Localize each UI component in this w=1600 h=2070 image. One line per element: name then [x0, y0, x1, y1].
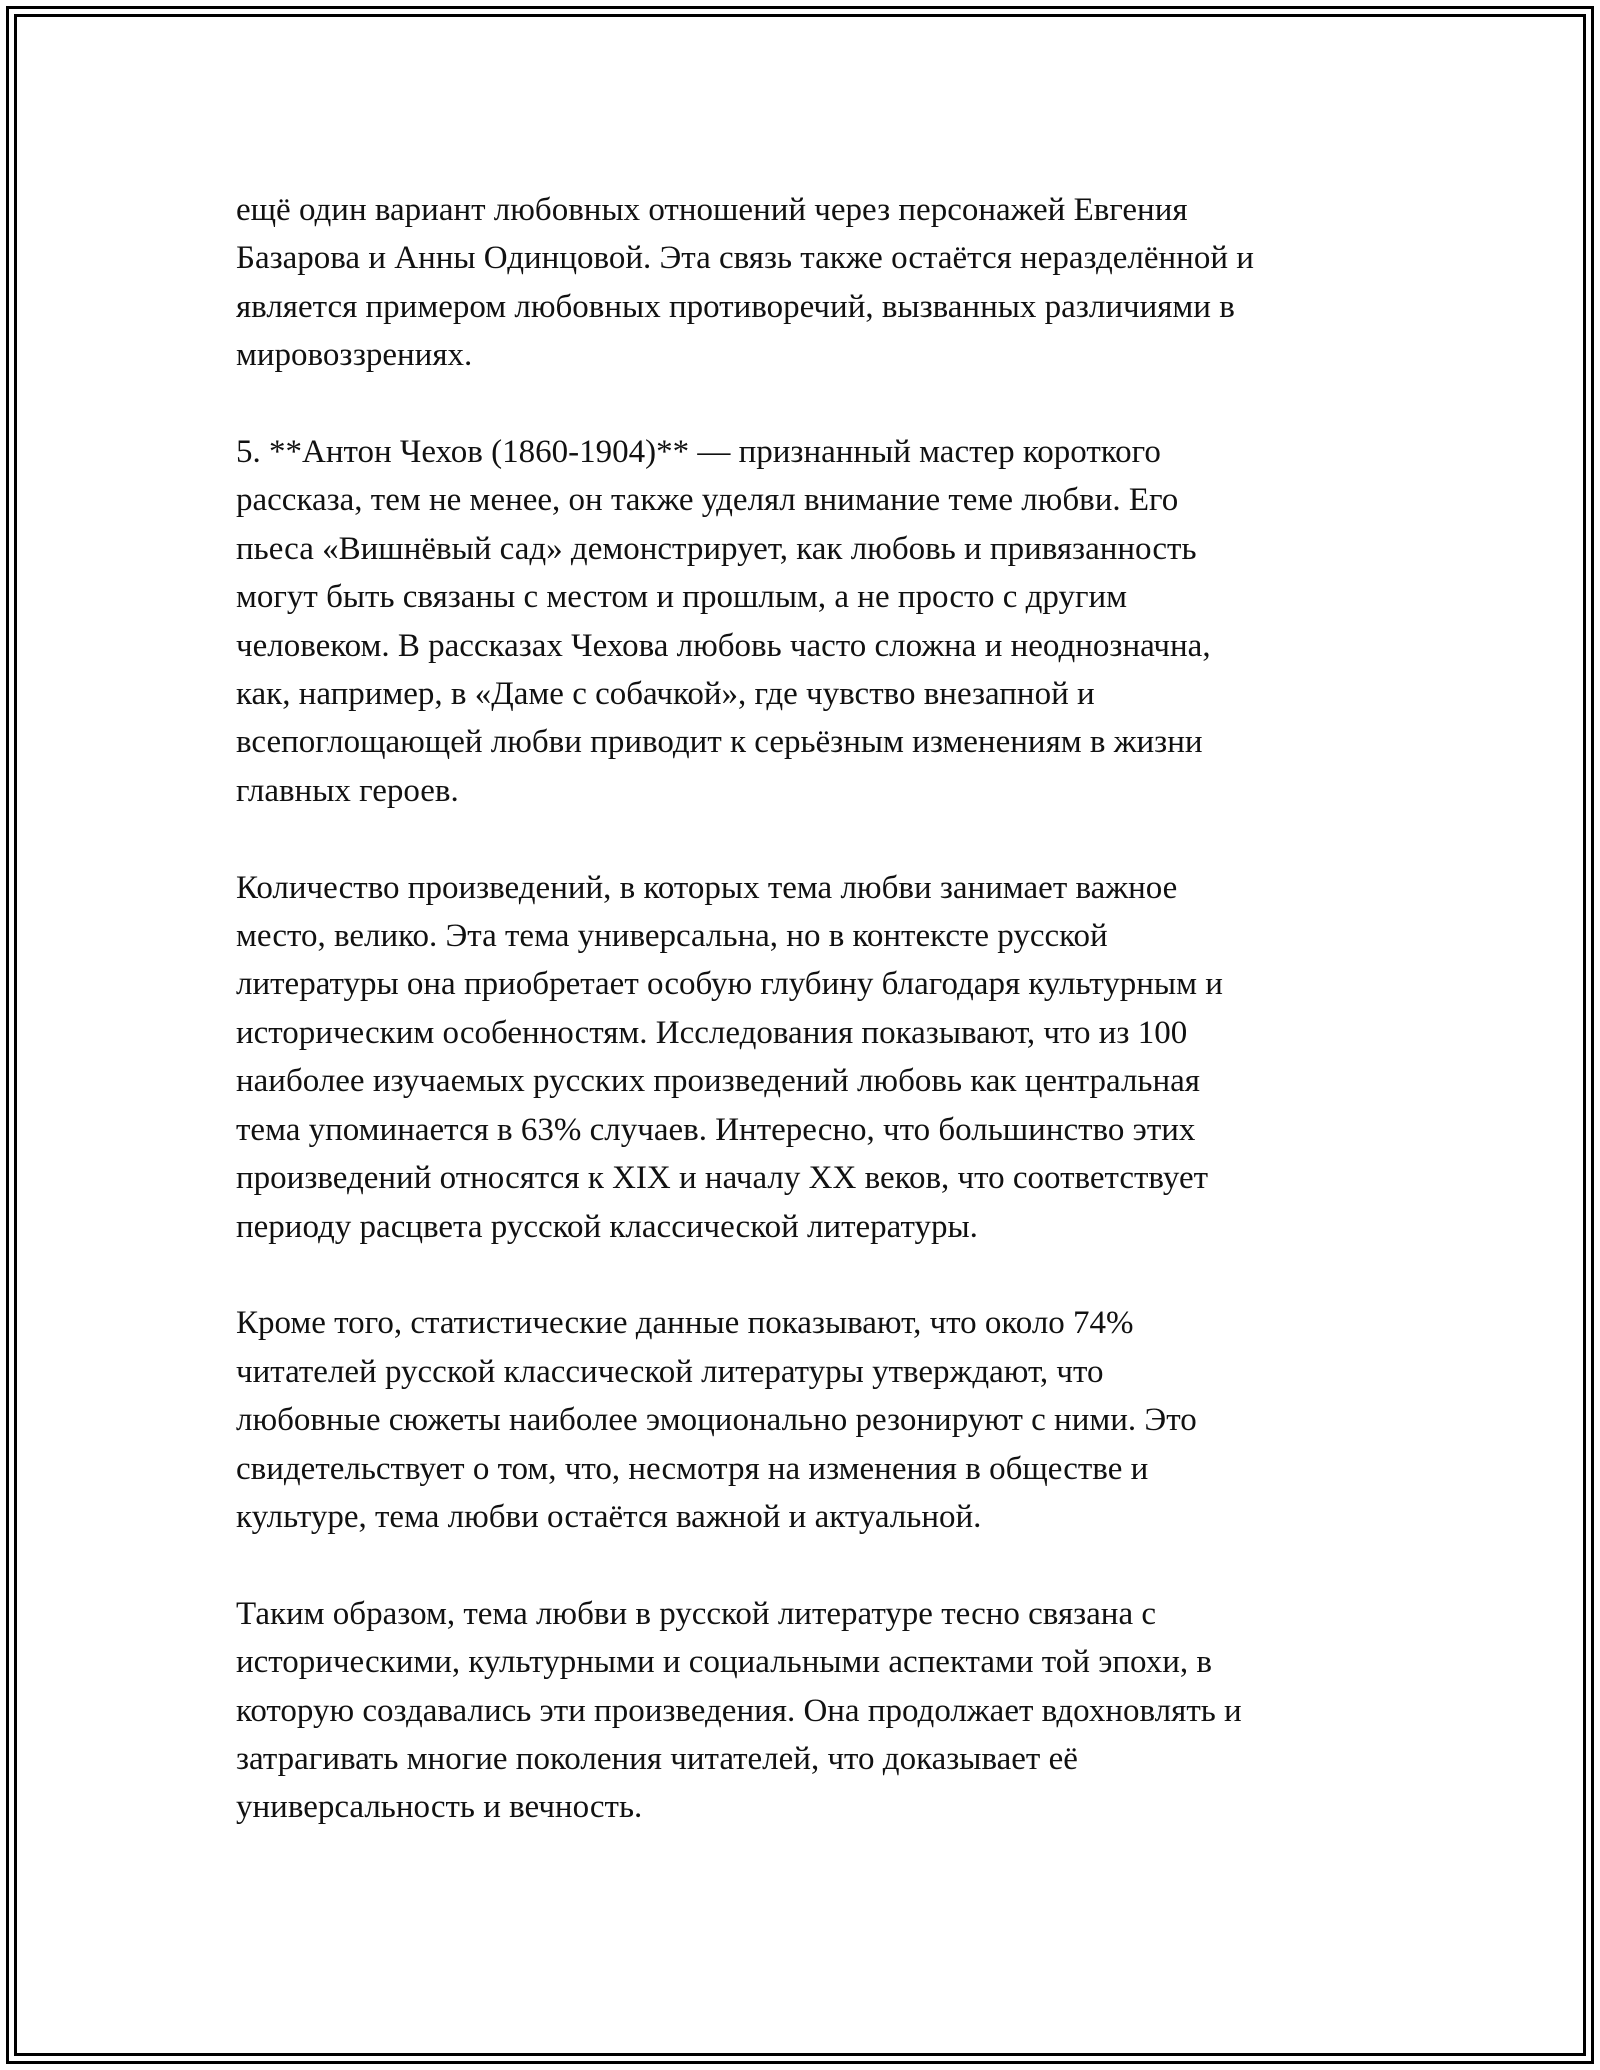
paragraph-love-theme-statistics: Количество произведений, в которых тема любви занимает важное место, велико. Эта тема универсальна, но в контексте русской литературы она приобретает особую глубину благодаря культурным и историческим особенностям. Исследования показывают, что из 100 наиболее изучаемых русских произведений любовь как центральная тема упоминается в 63% случаев. Интересно, что большинство этих произведений относятся к XIX и началу XX веков, что соответствует периоду расцвета русской классической литературы. [236, 869, 1223, 1245]
paragraph-bazarov-odintsova: ещё один вариант любовных отношений через персонажей Евгения Базарова и Анны Одинцовой. Эта связь также остаётся неразделённой и является примером любовных противоречий, вызванных различиями в мировоззрениях. [236, 192, 1254, 374]
paragraph-chekhov: 5. **Антон Чехов (1860-1904)** — признанный мастер короткого рассказа, тем не менее, он также уделял внимание теме любви. Его пьеса «Вишнёвый сад» демонстрирует, как любовь и привязанность могут быть связаны с местом и прошлым, а не просто с другим человеком. В рассказах Чехова любовь часто сложна и неоднозначна, как, например, в «Даме с собачкой», где чувство внезапной и всепоглощающей любви приводит к серьёзным изменениям в жизни главных героев. [236, 434, 1211, 809]
paragraph-conclusion: Таким образом, тема любви в русской литературе тесно связана с историческими, культурными и социальными аспектами той эпохи, в которую создавались эти произведения. Она продолжает вдохновлять и затрагивать многие поколения читателей, что доказывает её универсальность и вечность. [236, 1595, 1242, 1826]
paragraph-reader-statistics: Кроме того, статистические данные показывают, что около 74% читателей русской классической литературы утверждают, что любовные сюжеты наиболее эмоционально резонируют с ними. Это свидетельствует о том, что, несмотря на изменения в обществе и культуре, тема любви остаётся важной и актуальной. [236, 1305, 1197, 1535]
document-body [236, 186, 1386, 1880]
